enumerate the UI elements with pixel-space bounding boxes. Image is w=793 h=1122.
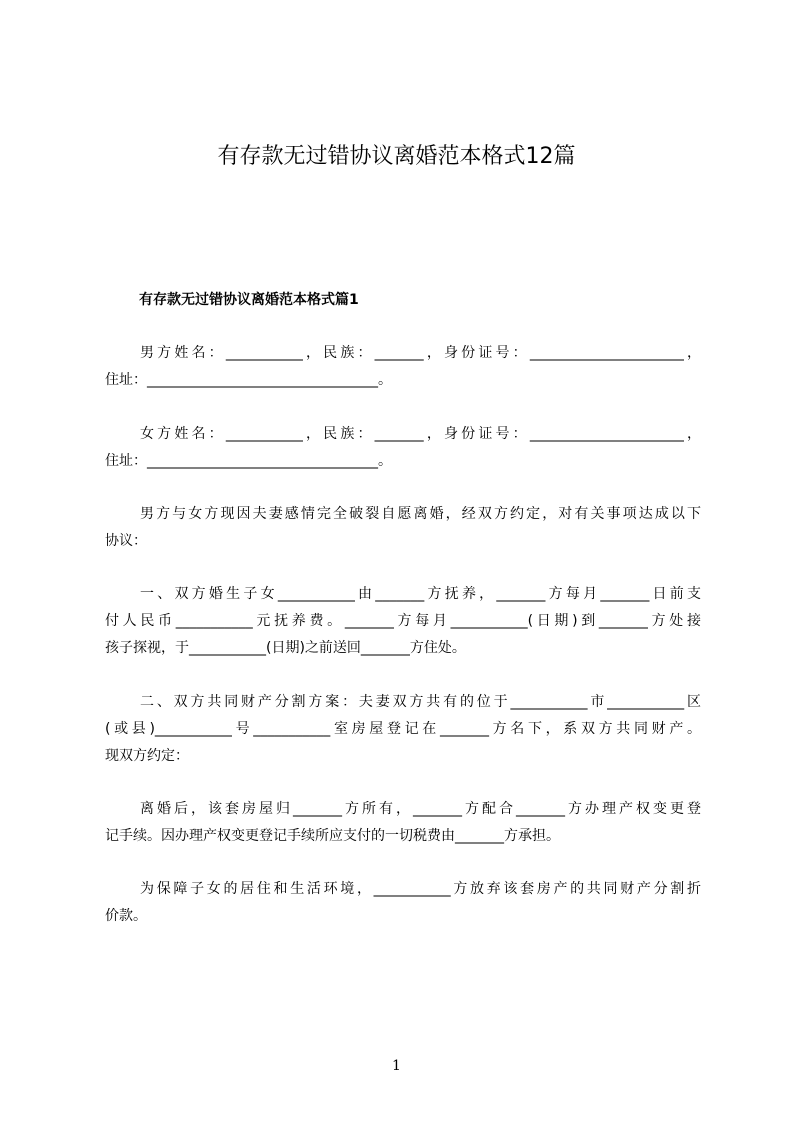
text-line: 住址：_________________________________。 <box>105 453 392 469</box>
text-line: 孩子探视，于___________(日期)之前送回_______方住处。 <box>105 640 466 656</box>
text-line: 住址：_________________________________。 <box>105 372 392 388</box>
text-line: 价款。 <box>105 908 147 924</box>
document-title: 有存款无过错协议离婚范本格式12篇 <box>217 144 576 169</box>
text-line: 二、双方共同财产分割方案：夫妻双方共有的位于___________市___________区 <box>140 694 701 710</box>
text-line: 一、双方婚生子女___________由_______方抚养，_______方每月_______日前支 <box>140 586 701 602</box>
page-number: 1 <box>392 1058 401 1074</box>
text-line: 男方与女方现因夫妻感情完全破裂自愿离婚，经双方约定，对有关事项达成以下 <box>140 506 701 522</box>
text-line: 协议： <box>105 533 147 549</box>
text-line: 为保障子女的居住和生活环境，___________方放弃该套房产的共同财产分割折 <box>140 881 701 897</box>
text-line: 女方姓名：___________，民族：_______，身份证号：______________________， <box>140 426 701 442</box>
section-heading: 有存款无过错协议离婚范本格式篇1 <box>139 292 359 308</box>
text-line: 离婚后，该套房屋归_______方所有，_______方配合_______方办理产权变更登 <box>140 801 701 817</box>
text-line: 记手续。因办理产权变更登记手续所应支付的一切税费由_______方承担。 <box>105 828 560 844</box>
text-line: (或县)___________号___________室房屋登记在_______方名下，系双方共同财产。 <box>105 721 701 737</box>
text-line: 付人民币___________元抚养费。_______方每月___________(日期)到_______方处接 <box>105 613 701 629</box>
text-line: 男方姓名：___________，民族：_______，身份证号：______________________， <box>140 345 701 361</box>
text-line: 现双方约定： <box>105 748 189 764</box>
